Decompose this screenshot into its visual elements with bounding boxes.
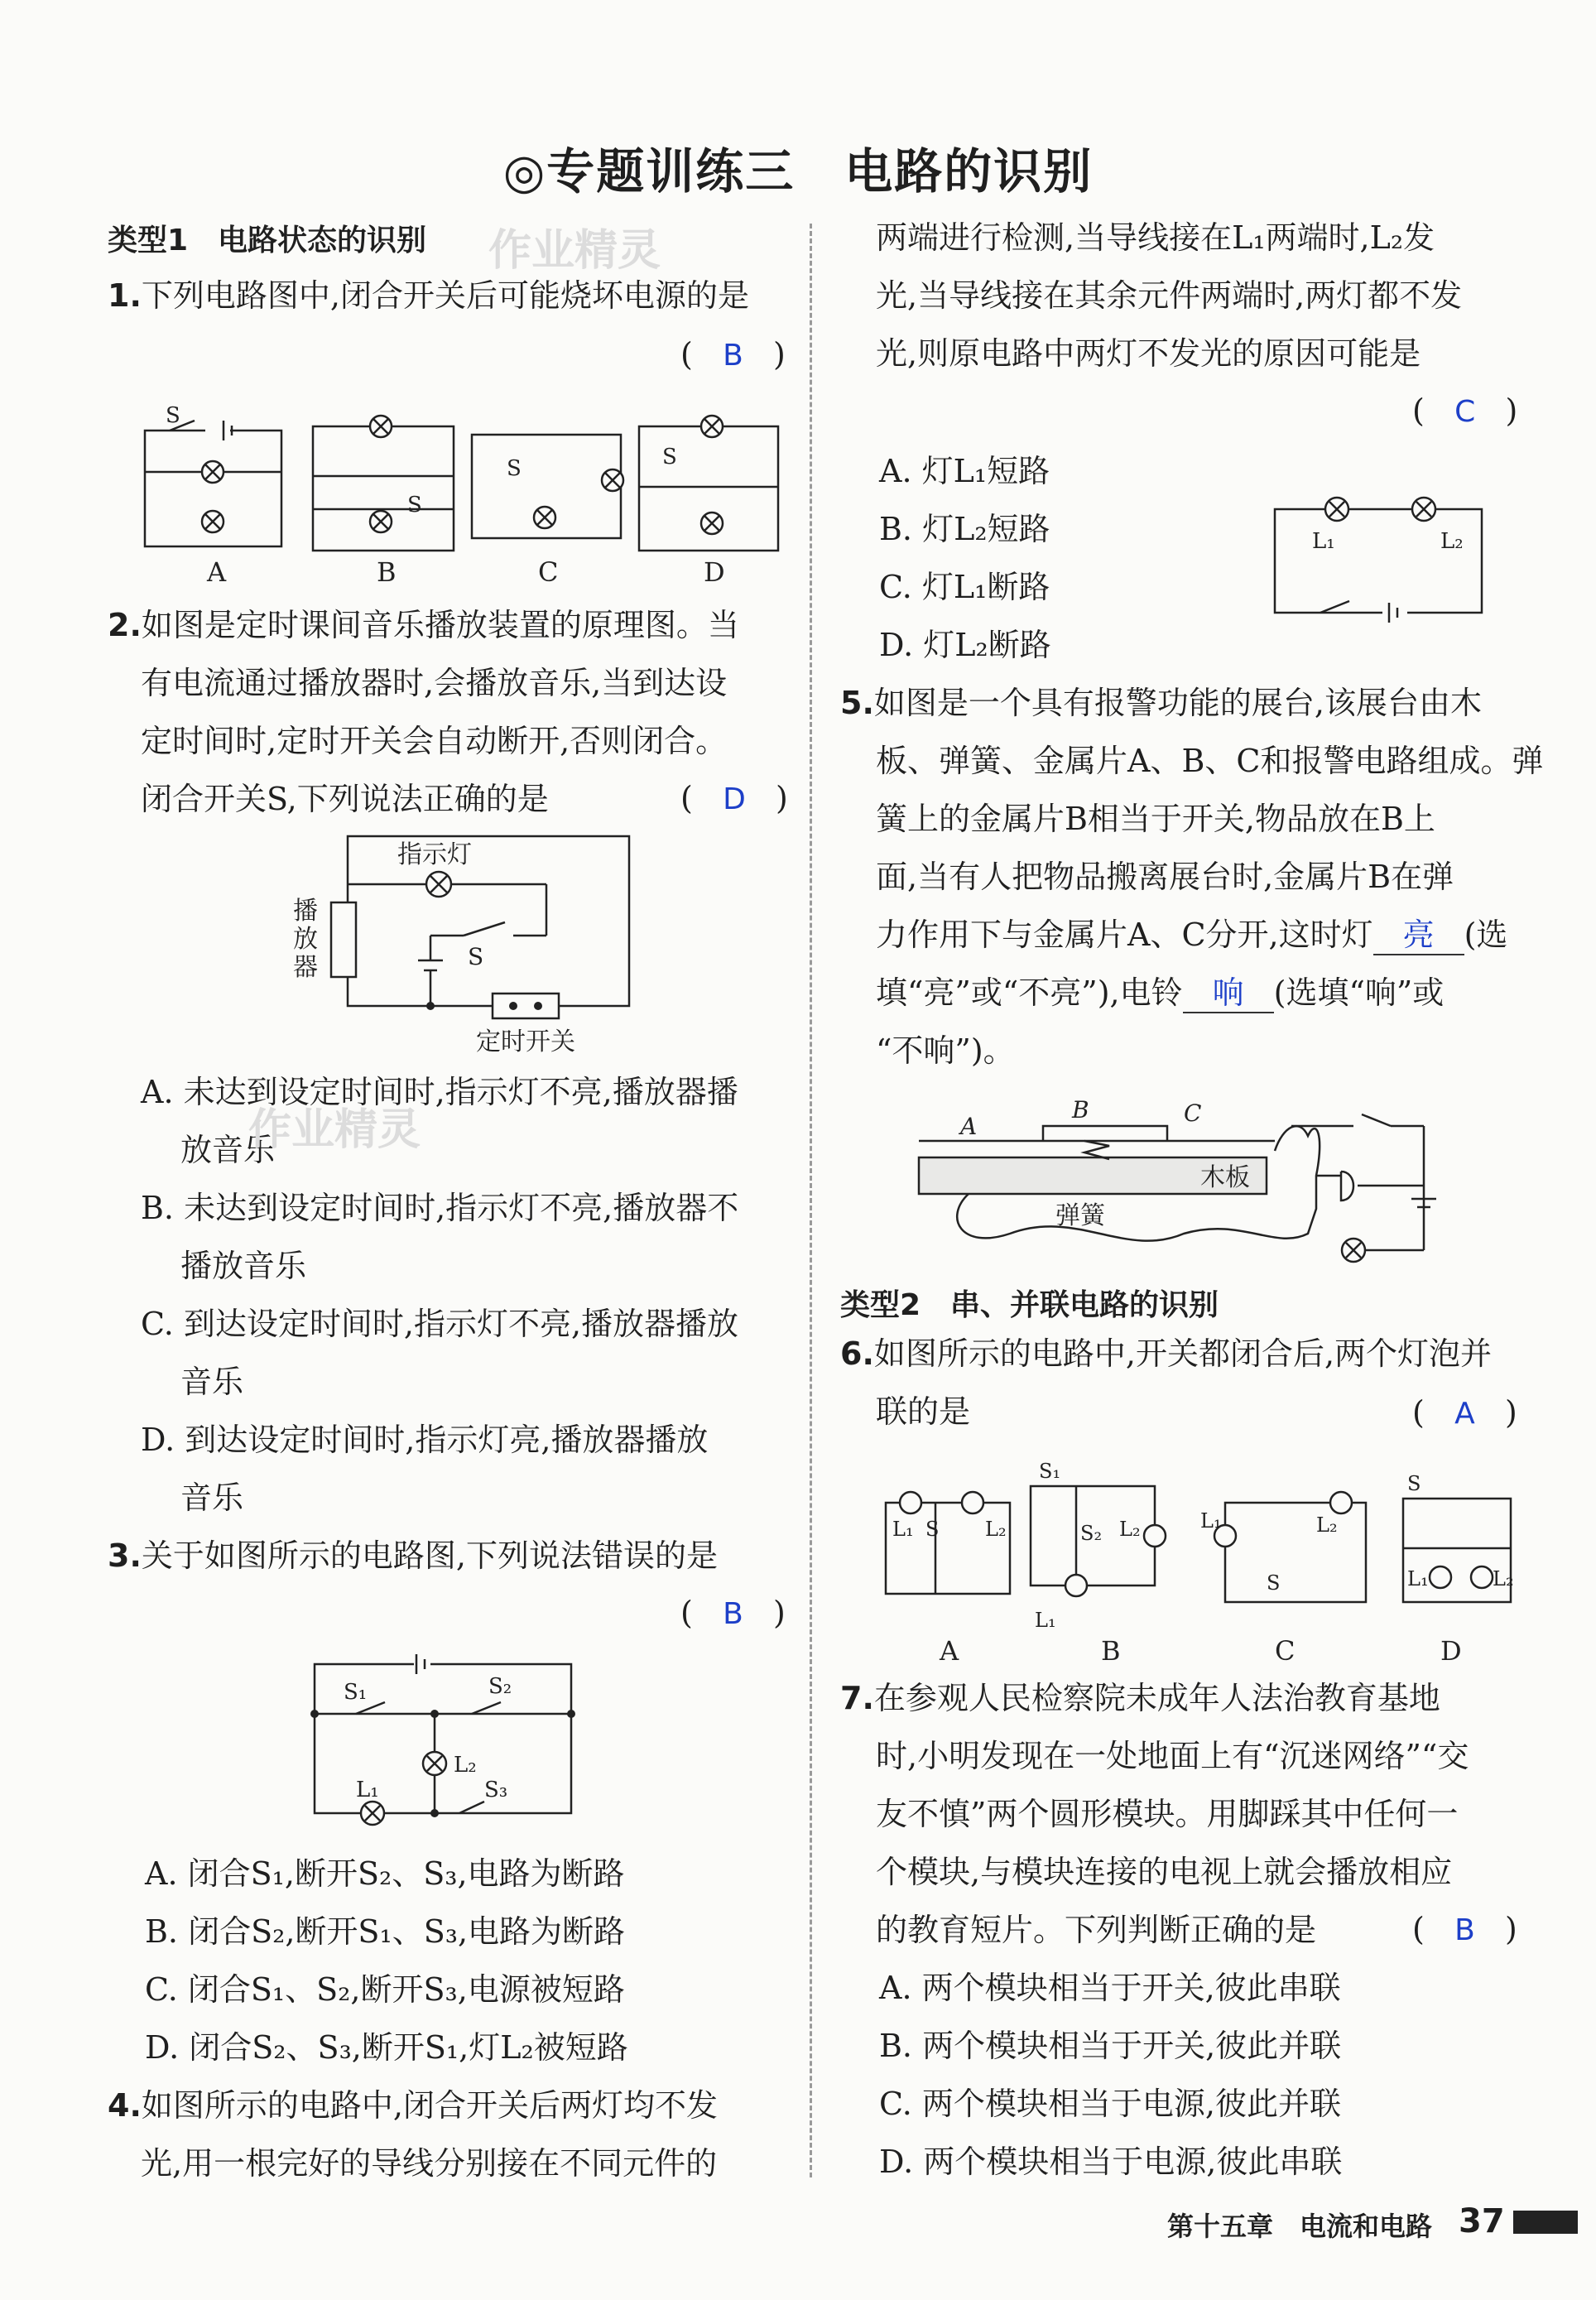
question-text: 两端进行检测,当导线接在L₁两端时,L₂发 (876, 219, 1435, 256)
question-text: 下列电路图中,闭合开关后可能烧坏电源的是 (141, 277, 749, 314)
option-a: A. 灯L₁短路 (879, 453, 1050, 489)
question-text: 面,当有人把物品搬离展台时,金属片B在弹 (876, 859, 1454, 895)
label-lamp: 指示灯 (397, 840, 472, 869)
figure-q4-circuit (1267, 488, 1498, 629)
label-player: 播 (293, 897, 318, 926)
question-number: 2. (108, 607, 142, 643)
question-text: 簧上的金属片B相当于开关,物品放在B上 (876, 801, 1435, 837)
svg-text:L₂: L₂ (985, 1518, 1007, 1541)
question-text: 在参观人民检察院未成年人法治教育基地 (873, 1680, 1440, 1716)
answer-q4: C (1454, 395, 1476, 429)
answer-q7: B (1454, 1913, 1475, 1947)
figure-q3-circuit (306, 1648, 588, 1830)
fig-label: D (704, 556, 725, 588)
answer-blank-2: 响 (1183, 974, 1274, 1013)
option-c: 音乐 (180, 1364, 244, 1400)
option-b: B. 灯L₂短路 (879, 511, 1050, 547)
answer-bracket: ( B ) (680, 1595, 786, 1631)
fig-label: A (940, 1635, 959, 1667)
question-1 (108, 277, 749, 315)
question-text: 友不慎”两个圆形模块。用脚踩其中任何一 (876, 1796, 1459, 1832)
label-l1: L₁ (1312, 529, 1335, 554)
svg-text:L₁: L₁ (1200, 1509, 1222, 1533)
page-number: 37 (1459, 2202, 1505, 2240)
answer-bracket: ( B ) (680, 336, 786, 373)
option-a: 放音乐 (180, 1132, 276, 1168)
watermark: 作业精灵 (248, 1105, 421, 1155)
option-c: C. 灯L₁断路 (879, 569, 1050, 605)
label-s1: S₁ (344, 1680, 368, 1705)
option-d: D. 灯L₂断路 (879, 627, 1051, 663)
figure-q1-circuits (132, 389, 795, 588)
question-number: 3. (108, 1537, 142, 1574)
label-b: B (1072, 1096, 1089, 1124)
question-text: 时,小明发现在一处地面上有“沉迷网络”“交 (876, 1738, 1469, 1774)
question-text (876, 916, 1507, 955)
fig-label: B (377, 556, 397, 588)
figure-q2-timer-circuit (281, 828, 662, 1060)
label-s2: S₂ (488, 1674, 512, 1699)
label-switch: S (468, 943, 484, 970)
answer-q3: B (723, 1597, 743, 1631)
option-d: D. 两个模块相当于电源,彼此串联 (879, 2144, 1343, 2180)
column-divider (810, 224, 812, 2177)
question-4 (108, 2086, 718, 2124)
fig-label: C (538, 556, 559, 588)
svg-text:S: S (1407, 1472, 1421, 1495)
answer-blank-1: 亮 (1373, 916, 1464, 955)
option-a: A. 闭合S₁,断开S₂、S₃,电路为断路 (145, 1855, 625, 1892)
svg-text:S: S (1267, 1571, 1281, 1595)
chapter-footer: 第十五章 电流和电路 (1167, 2211, 1433, 2242)
question-text: 有电流通过播放器时,会播放音乐,当到达设 (141, 665, 728, 701)
option-d: D. 到达设定时间时,指示灯亮,播放器播放 (141, 1422, 709, 1458)
fig-label: C (1275, 1635, 1296, 1667)
fig-label: B (1101, 1635, 1121, 1667)
svg-text:L₁: L₁ (1035, 1609, 1056, 1632)
label-a: A (960, 1113, 978, 1140)
label-s3: S₃ (484, 1778, 508, 1802)
figure-q6-circuits (877, 1453, 1523, 1668)
question-number: 4. (108, 2087, 142, 2124)
label-timer: 定时开关 (476, 1027, 575, 1056)
answer-bracket: ( D ) (680, 780, 788, 816)
svg-text:L₁: L₁ (1407, 1567, 1429, 1590)
svg-text:S: S (507, 456, 522, 481)
svg-text:S: S (166, 403, 180, 428)
option-c: C. 到达设定时间时,指示灯不亮,播放器播放 (141, 1306, 739, 1342)
answer-bracket: ( B ) (1412, 1911, 1517, 1947)
svg-text:L₂: L₂ (1316, 1513, 1338, 1537)
question-text: 如图是一个具有报警功能的展台,该展台由木 (873, 685, 1482, 721)
question-text: 联的是 (876, 1393, 971, 1430)
label-l2: L₂ (1440, 529, 1464, 554)
svg-text:S: S (925, 1518, 940, 1541)
answer-bracket: ( C ) (1412, 392, 1518, 429)
question-text: 如图所示的电路中,开关都闭合后,两个灯泡并 (873, 1335, 1493, 1372)
question-text: 板、弹簧、金属片A、B、C和报警电路组成。弹 (876, 743, 1544, 779)
question-number: 1. (108, 277, 142, 314)
question-2 (108, 606, 739, 644)
answer-q6: A (1454, 1397, 1475, 1431)
fig-label: A (207, 556, 227, 588)
svg-text:S₁: S₁ (1039, 1460, 1061, 1483)
svg-text:L₂: L₂ (1493, 1567, 1514, 1590)
label-c: C (1184, 1099, 1202, 1127)
svg-text:L₁: L₁ (892, 1518, 914, 1541)
question-text: 力作用下与金属片A、C分开,这时灯 (876, 917, 1373, 953)
question-text: “不响”)。 (876, 1032, 1015, 1069)
label-board: 木板 (1200, 1163, 1250, 1192)
option-a: A. 未达到设定时间时,指示灯不亮,播放器播 (141, 1074, 738, 1110)
page-title: ◎专题训练三 电路的识别 (502, 143, 1094, 200)
answer-q2: D (723, 782, 746, 816)
option-c: C. 两个模块相当于电源,彼此并联 (879, 2086, 1341, 2122)
label-l1: L₁ (356, 1778, 379, 1802)
question-text: 个模块,与模块连接的电视上就会播放相应 (876, 1854, 1453, 1890)
option-c: C. 闭合S₁、S₂,断开S₃,电源被短路 (145, 1971, 625, 2008)
question-text: (选 (1464, 917, 1508, 953)
label-player: 放 (293, 925, 318, 954)
fig-label: D (1440, 1635, 1462, 1667)
option-b: B. 闭合S₂,断开S₁、S₃,电路为断路 (145, 1913, 626, 1950)
question-number: 7. (840, 1680, 874, 1716)
question-3 (108, 1537, 718, 1575)
question-7 (840, 1679, 1440, 1717)
question-text: 光,用一根完好的导线分别接在不同元件的 (141, 2145, 718, 2182)
section-heading-1: 类型1 电路状态的识别 (108, 224, 427, 257)
question-text: 光,则原电路中两灯不发光的原因可能是 (876, 335, 1421, 372)
option-d: 音乐 (180, 1480, 244, 1516)
question-text: 关于如图所示的电路图,下列说法错误的是 (141, 1537, 718, 1574)
footer-bar (1513, 2211, 1578, 2234)
option-b: B. 两个模块相当于开关,彼此并联 (879, 2028, 1342, 2064)
question-text: 填“亮”或“不亮”),电铃 (876, 974, 1183, 1011)
question-text: 定时间时,定时开关会自动断开,否则闭合。 (141, 723, 728, 759)
label-player: 器 (293, 953, 318, 982)
question-number: 6. (840, 1335, 874, 1372)
answer-q1: B (723, 339, 743, 373)
label-l2: L₂ (454, 1753, 477, 1778)
watermark: 作业精灵 (488, 226, 661, 276)
question-text: 的教育短片。下列判断正确的是 (876, 1912, 1317, 1948)
option-a: A. 两个模块相当于开关,彼此串联 (879, 1970, 1341, 2006)
question-text: (选填“响”或 (1273, 974, 1445, 1011)
question-5 (840, 684, 1482, 722)
label-spring: 弹簧 (1055, 1201, 1105, 1230)
svg-text:S₂: S₂ (1080, 1522, 1103, 1545)
question-6 (840, 1335, 1492, 1373)
svg-text:L₂: L₂ (1119, 1518, 1141, 1541)
question-text: 闭合开关S,下列说法正确的是 (141, 781, 549, 817)
svg-text:S: S (662, 445, 677, 469)
figure-q5-display-stand (911, 1093, 1457, 1275)
question-number: 5. (840, 685, 874, 721)
section-heading-2: 类型2 串、并联电路的识别 (840, 1288, 1219, 1322)
option-b: B. 未达到设定时间时,指示灯不亮,播放器不 (141, 1190, 739, 1226)
option-b: 播放音乐 (180, 1248, 307, 1284)
option-d: D. 闭合S₂、S₃,断开S₁,灯L₂被短路 (145, 2029, 628, 2066)
answer-bracket: ( A ) (1412, 1394, 1517, 1431)
question-text: 如图所示的电路中,闭合开关后两灯均不发 (141, 2087, 718, 2124)
question-text: 如图是定时课间音乐播放装置的原理图。当 (141, 607, 739, 643)
question-text: 光,当导线接在其余元件两端时,两灯都不发 (876, 277, 1463, 314)
svg-text:S: S (407, 493, 422, 517)
question-text (876, 974, 1444, 1013)
